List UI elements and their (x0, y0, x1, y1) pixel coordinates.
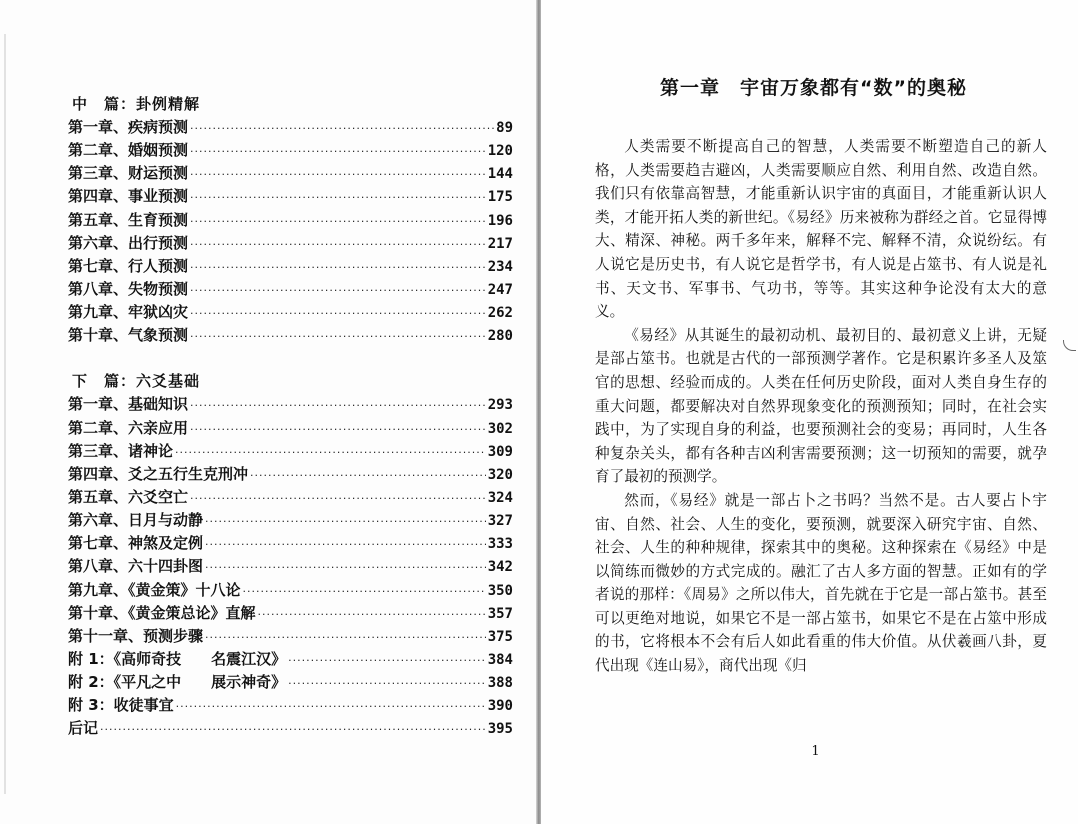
toc-entry[interactable] (68, 486, 513, 509)
dot-leader (205, 626, 486, 649)
dot-leader (250, 464, 486, 487)
toc-entry-title: 第二章、六亲应用 (68, 418, 189, 437)
toc-entry[interactable] (68, 717, 513, 740)
toc-entry[interactable] (68, 324, 513, 347)
toc-entry-title: 第四章、事业预测 (68, 187, 189, 206)
paragraph: 《易经》从其诞生的最初动机、最初目的、最初意义上讲，无疑是部占筮书。也就是古代的一部预测学著作。它是积累许多圣人及筮官的思想、经验而成的。人类在任何历史阶段，面对人类自身生存的重大问题，都要解决对自然界现象变化的预测预知；同时，在社会实践中，为了实现自身的利益，也要预测社会的变易；再同时，人生各种复杂关头，都有各种吉凶利害需要预测；这一切预知的需要，就孕育了最初的预测学。 (595, 326, 1047, 486)
table-of-contents (68, 93, 513, 741)
toc-entry-title: 第三章、财运预测 (68, 164, 189, 183)
toc-entry-page: 342 (487, 559, 513, 576)
dot-leader (205, 510, 486, 533)
toc-entry-page: 375 (487, 628, 513, 645)
chapter-title: 第一章 宇宙万象都有“数”的奥秘 (660, 77, 967, 99)
toc-entry-title: 第四章、爻之五行生克刑冲 (68, 464, 249, 483)
toc-entry[interactable] (68, 116, 513, 139)
toc-entry-title: 附 3：收徒事宜 (68, 696, 174, 715)
toc-entry[interactable] (68, 139, 513, 162)
toc-entry-title: 第九章、《黄金策》十八论 (68, 580, 241, 599)
toc-entry-page: 309 (487, 443, 513, 460)
toc-entry[interactable] (68, 209, 513, 232)
toc-entry[interactable] (68, 579, 513, 602)
toc-entry-page: 395 (487, 721, 513, 738)
toc-entry[interactable] (68, 255, 513, 278)
toc-entry[interactable] (68, 393, 513, 416)
toc-entry-page: 144 (487, 166, 513, 183)
section-spacer (68, 347, 513, 370)
toc-entry[interactable] (68, 625, 513, 648)
toc-page (0, 0, 538, 824)
toc-entry-page: 357 (487, 605, 513, 622)
dot-leader (190, 117, 494, 140)
toc-entry-page: 175 (487, 189, 513, 206)
toc-entry-title: 第一章、疾病预测 (68, 118, 189, 136)
toc-section-title: 中 篇：卦例精解 (72, 95, 201, 113)
dot-leader (190, 140, 486, 163)
toc-entry-title: 第八章、失物预测 (68, 279, 189, 298)
dot-leader (205, 533, 486, 556)
dot-leader (258, 603, 486, 626)
dot-leader (288, 672, 486, 695)
toc-entry-title: 附 1：《高师奇技 名震江汉》 (68, 649, 287, 668)
page-edge-shadow (4, 34, 6, 794)
toc-entry-page: 196 (487, 212, 513, 229)
toc-entry-page: 388 (487, 675, 513, 692)
toc-entry-title: 第五章、六爻空亡 (68, 487, 189, 506)
toc-entry[interactable] (68, 463, 513, 486)
toc-section-title: 下 篇：六爻基础 (72, 372, 201, 391)
dot-leader (190, 487, 486, 510)
dot-leader (190, 302, 486, 325)
toc-entry[interactable] (68, 648, 513, 671)
toc-entry[interactable] (68, 162, 513, 185)
toc-entry-page: 280 (487, 328, 513, 345)
dot-leader (288, 649, 486, 672)
toc-entry-title: 第五章、生育预测 (68, 210, 189, 229)
toc-entry[interactable] (68, 694, 513, 717)
toc-entry-title: 第七章、神煞及定例 (68, 534, 204, 553)
chapter-page (541, 0, 1078, 824)
toc-entry-title: 第十章、气象预测 (68, 326, 189, 345)
dot-leader (190, 325, 486, 348)
toc-entry-title: 后记 (68, 719, 99, 738)
dot-leader (190, 394, 486, 417)
dot-leader (175, 441, 486, 464)
toc-entry-page: 350 (487, 582, 513, 599)
toc-entry-title: 第三章、诸神论 (68, 441, 174, 460)
toc-entry-title: 第七章、行人预测 (68, 256, 189, 275)
toc-entry[interactable] (68, 232, 513, 255)
toc-entry-title: 第九章、牢狱凶灾 (68, 303, 189, 322)
toc-entry-page: 120 (487, 143, 513, 160)
toc-entry-page: 384 (487, 651, 513, 668)
page-number: 1 (811, 744, 820, 759)
dot-leader (205, 556, 486, 579)
toc-entry-title: 第十一章、预测步骤 (68, 626, 204, 645)
toc-entry-page: 390 (487, 698, 513, 715)
toc-entry-title: 第十章、《黄金策总论》直解 (68, 603, 256, 622)
dot-leader (243, 580, 486, 603)
dot-leader (190, 233, 486, 256)
toc-entry-page: 302 (487, 420, 513, 437)
toc-entry[interactable] (68, 440, 513, 463)
toc-entry-title: 第六章、出行预测 (68, 233, 189, 252)
toc-entry-page: 293 (487, 397, 513, 414)
toc-entry-title: 第一章、基础知识 (68, 395, 189, 414)
toc-entry-page: 324 (487, 489, 513, 506)
dot-leader (190, 163, 486, 186)
toc-entry[interactable] (68, 602, 513, 625)
pencil-mark-icon (1063, 340, 1076, 351)
toc-entry[interactable] (68, 301, 513, 324)
dot-leader (190, 256, 486, 279)
dot-leader (190, 418, 486, 441)
toc-entry[interactable] (68, 509, 513, 532)
dot-leader (190, 210, 486, 233)
toc-entry[interactable] (68, 278, 513, 301)
dot-leader (100, 718, 486, 741)
toc-entry[interactable] (68, 417, 513, 440)
toc-entry-page: 327 (487, 513, 513, 530)
toc-entry[interactable] (68, 671, 513, 694)
toc-entry-page: 333 (487, 536, 513, 553)
toc-entry-page: 247 (487, 281, 513, 298)
toc-entry[interactable] (68, 532, 513, 555)
toc-entry-page: 234 (487, 258, 513, 275)
toc-entry-title: 第六章、日月与动静 (68, 511, 204, 530)
dot-leader (190, 279, 486, 302)
dot-leader (190, 186, 486, 209)
dot-leader (176, 695, 486, 718)
toc-entry-page: 89 (496, 120, 513, 136)
chapter-body (595, 135, 1047, 678)
toc-entry-page: 262 (487, 305, 513, 322)
toc-entry-title: 第二章、婚姻预测 (68, 141, 189, 160)
toc-entry[interactable] (68, 185, 513, 208)
paragraph: 人类需要不断提高自己的智慧，人类需要不断塑造自己的新人格，人类需要趋吉避凶，人类需要顺应自然、利用自然、改造自然。我们只有依靠高智慧，才能重新认识宇宙的真面目，才能重新认识人类，才能开拓人类的新世纪。《易经》历来被称为群经之首。它显得博大、精深、神秘。两千多年来，解释不完、解释不清，众说纷纭。有人说它是历史书，有人说它是哲学书，有人说是占筮书、有人说是礼书、天文书、军事书、气功书，等等。其实这种争论没有太大的意义。 (595, 138, 1047, 321)
paragraph: 然而，《易经》就是一部占卜之书吗？当然不是。古人要占卜宇宙、自然、社会、人生的变化，要预测，就要深入研究宇宙、自然、社会、人生的种种规律，探索其中的奥秘。这种探索在《易经》中是以简练而微妙的方式完成的。融汇了古人多方面的智慧。正如有的学者说的那样：《周易》之所以伟大，首先就在于它是一部占筮书。甚至可以更绝对地说，如果它不是一部占筮书，如果它不是在占筮中形成的书，它将根本不会有后人如此看重的伟大价值。从伏羲画八卦，夏代出现《连山易》，商代出现《归 (595, 491, 1047, 675)
toc-entry-page: 320 (487, 466, 513, 483)
toc-entry[interactable] (68, 555, 513, 578)
toc-entry-page: 217 (487, 235, 513, 252)
toc-entry-title: 第八章、六十四卦图 (68, 557, 204, 576)
toc-entry-title: 附 2：《平凡之中 展示神奇》 (68, 673, 287, 692)
